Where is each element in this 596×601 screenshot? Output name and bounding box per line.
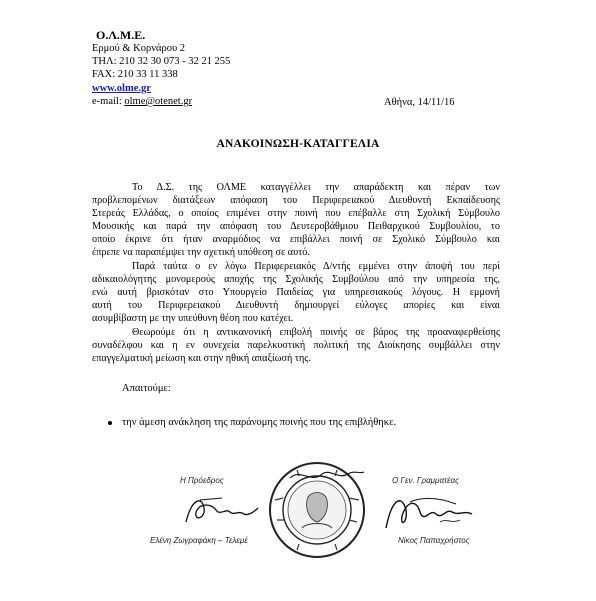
paragraph-line: συναδέλφου και η εν συνεχεία παρελκυστική πολιτική της Διοίκησης συμβάλλει στην bbox=[92, 340, 500, 352]
paragraph-line: έπρεπε να παραπέμψει την σχετική υπόθεση σε αυτό. bbox=[92, 247, 310, 259]
paragraph-line: Στερεάς Ελλάδας, ο οποίος επιμένει στην ποινή που επέβαλλε στη Σχολική Σύμβουλο bbox=[92, 208, 500, 220]
president-signature bbox=[182, 492, 262, 530]
document-title: ΑΝΑΚΟΙΝΩΣΗ-ΚΑΤΑΓΓΕΛΙΑ bbox=[216, 138, 380, 150]
org-fax: FAX: 210 33 11 338 bbox=[92, 69, 178, 80]
org-website-line bbox=[92, 84, 151, 95]
paragraph-line: αυτή του Περιφερειακού Διευθυντή δημιουργεί εύλογες απορίες και είναι bbox=[92, 300, 500, 312]
paragraph-line: Παρά ταύτα ο εν λόγω Περιφερειακός Δ/ντής εμμένει στην άποψή του περί bbox=[132, 261, 500, 272]
secretary-name: Νίκος Παπαχρήστος bbox=[398, 536, 470, 545]
secretary-role: Ο Γεν. Γραμματέας bbox=[392, 476, 459, 485]
paragraph-line: Μουσικής και παρά την απόφαση του Δευτεροβάθμιου Πειθαρχικού Συμβουλίου, το bbox=[92, 221, 500, 233]
email-link[interactable]: olme@otenet.gr bbox=[124, 96, 193, 107]
demand-item: την άμεση ανάκληση της παράνομης ποινής που της επιβλήθηκε. bbox=[122, 417, 397, 428]
org-email-line bbox=[92, 97, 192, 108]
paragraph-2 bbox=[92, 260, 500, 325]
paragraph-line: αδικαιολόγητης μονομερούς αποχής της Σχολικής Συμβούλου από την υπηρεσία της, bbox=[92, 274, 500, 286]
document-date: Αθήνα, 14/11/16 bbox=[384, 97, 455, 108]
bullet-icon bbox=[108, 421, 112, 425]
paragraph-line: επαγγελματική μείωση και στην ηθική απαξίωσή της. bbox=[92, 353, 311, 365]
paragraph-line: ασυμβίβαστη με την υπεύθυνη θέση που κατέχει. bbox=[92, 313, 294, 325]
email-prefix: e-mail: bbox=[92, 96, 125, 107]
demands-label: Απαιτούμε: bbox=[122, 383, 171, 394]
president-name: Ελένη Ζωγραφάκη – Τελεμέ bbox=[150, 536, 248, 545]
secretary-signature bbox=[380, 488, 480, 536]
paragraph-1 bbox=[92, 181, 500, 260]
paragraph-line: ενώ αυτή βρισκόταν στο Υπουργείο Παιδείας για υπηρεσιακούς λόγους. Η εμμονή bbox=[92, 287, 500, 299]
org-phone: ΤΗΛ: 210 32 30 073 - 32 21 255 bbox=[92, 56, 231, 67]
paragraph-3 bbox=[92, 326, 500, 365]
paragraph-line: Το Δ.Σ. της ΟΛΜΕ καταγγέλλει την απαράδεκτη και πέραν των bbox=[132, 182, 500, 193]
president-role: Η Πρόεδρος bbox=[180, 476, 224, 485]
paragraph-line: Θεωρούμε ότι η αντικανονική επιβολή ποινής σε βάρος της προαναφερθείσης bbox=[132, 327, 500, 338]
website-link[interactable]: www.olme.gr bbox=[92, 83, 151, 94]
org-address: Ερμού & Κορνάρου 2 bbox=[92, 43, 186, 54]
paragraph-line: οποίο έκρινε ότι ήταν αναρμόδιος να επιβάλλει ποινή σε Σχολικό Σύμβουλο και bbox=[92, 234, 500, 246]
paragraph-line: προβλεπομένων διατάξεων απόφαση του Περιφερειακού Διευθυντή Εκπαίδευσης bbox=[92, 195, 500, 207]
seal-overlay-signature bbox=[286, 466, 366, 486]
org-name: Ο.Λ.Μ.Ε. bbox=[96, 28, 146, 42]
